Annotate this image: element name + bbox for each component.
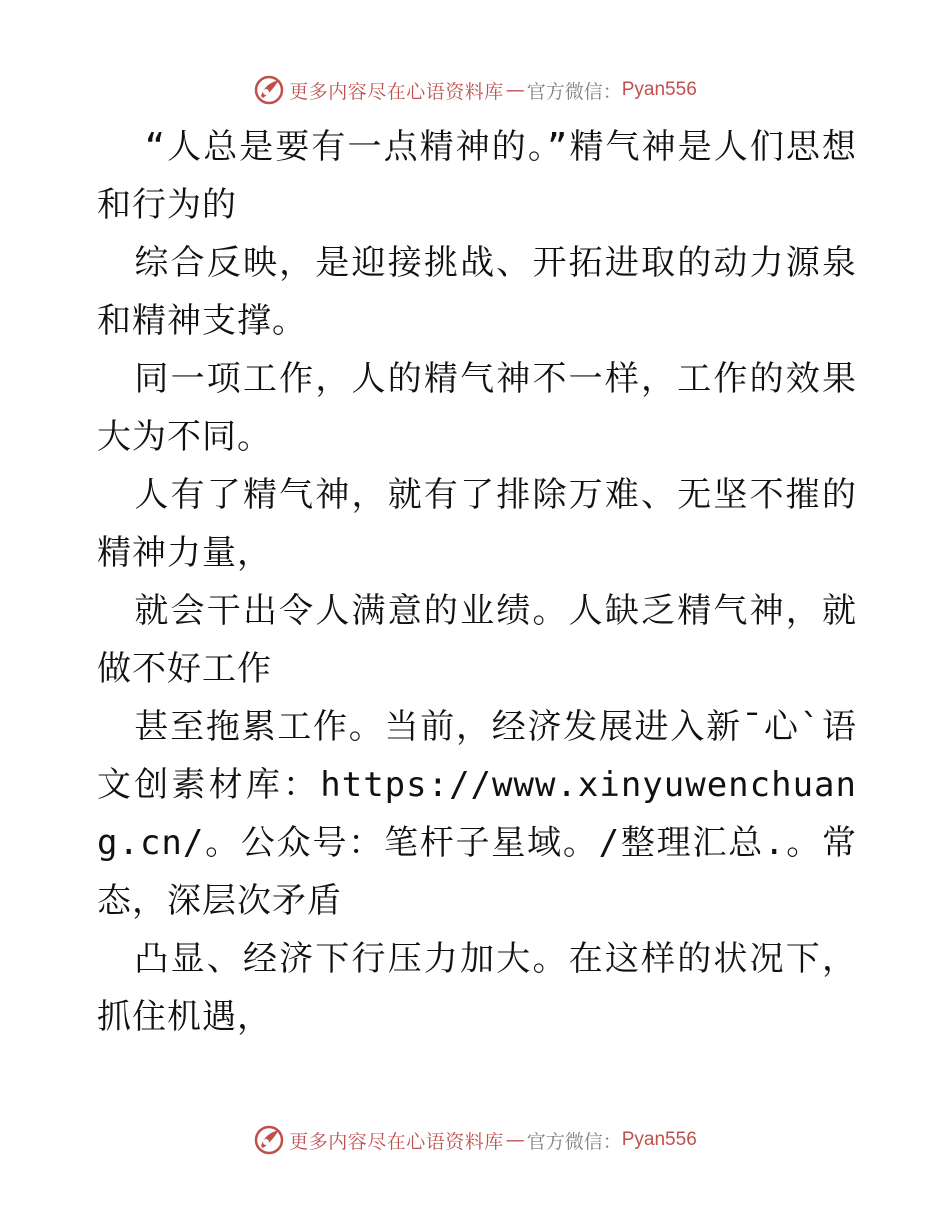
footer-dash: — (505, 1129, 525, 1151)
header-wechat-id: Pyan556 (621, 79, 697, 100)
paragraph: 综合反映，是迎接挑战、开拓进取的动力源泉和精神支撑。 (97, 243, 857, 341)
brand-logo-icon (253, 74, 285, 106)
paragraph: 人有了精气神，就有了排除万难、无坚不摧的精神力量， (97, 475, 857, 573)
paragraph: “人总是要有一点精神的。”精气神是人们思想和行为的 (97, 127, 857, 225)
header-banner (0, 72, 950, 108)
paragraph: 甚至拖累工作。当前，经济发展进入新¯心`语文创素材库：https://www.xinyuwenchuang.cn/。公众号：笔杆子星域。/整理汇总.。常态，深层次矛盾 (97, 707, 857, 921)
header-wechat-label: 官方微信： (526, 80, 622, 103)
footer-banner (0, 1122, 950, 1158)
header-site-text: 更多内容尽在心语资料库 (289, 80, 504, 103)
header-dash: — (505, 79, 525, 101)
footer-site-text: 更多内容尽在心语资料库 (289, 1130, 504, 1153)
body-text (97, 118, 857, 1046)
footer-wechat-label: 官方微信： (526, 1130, 622, 1153)
paragraph: 就会干出令人满意的业绩。人缺乏精气神，就做不好工作 (97, 591, 857, 689)
brand-logo-icon (253, 1124, 285, 1156)
footer-wechat-id: Pyan556 (621, 1129, 697, 1150)
paragraph: 同一项工作，人的精气神不一样，工作的效果大为不同。 (97, 359, 857, 457)
paragraph: 凸显、经济下行压力加大。在这样的状况下，抓住机遇， (97, 939, 857, 1037)
